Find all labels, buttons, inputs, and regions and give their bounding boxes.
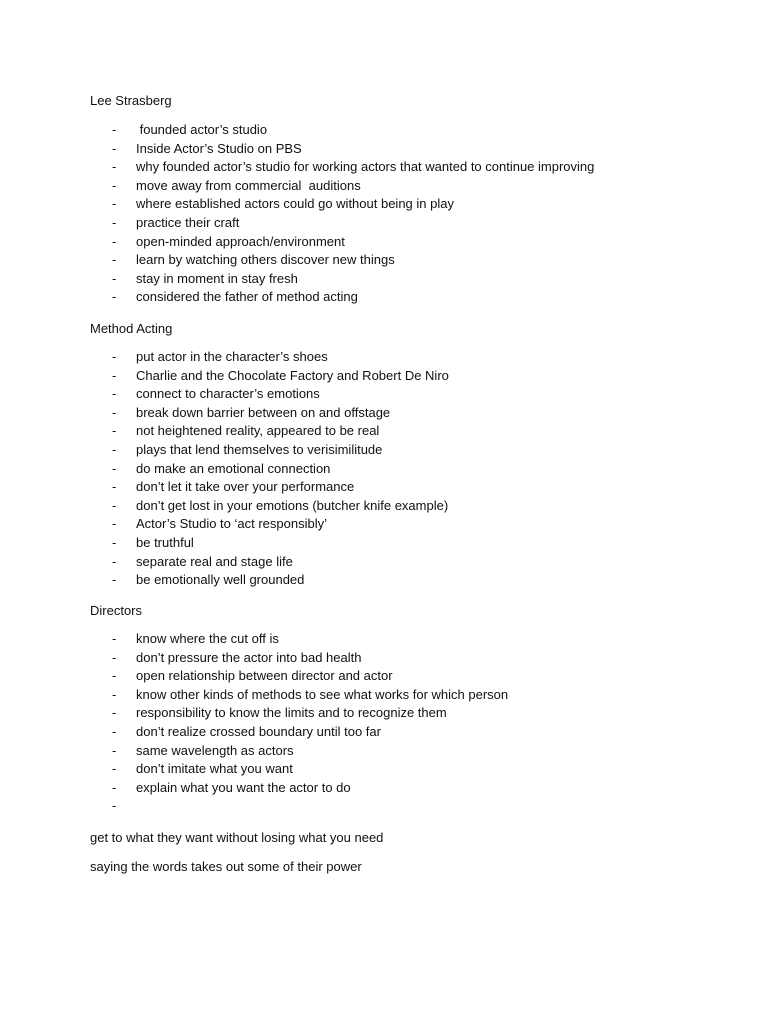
bullet-dash: - [112,441,117,457]
list-item-text: break down barrier between on and offstage [136,404,391,420]
list-item-text: Actor’s Studio to ‘act responsibly’ [136,516,328,532]
bullet-dash: - [112,252,117,268]
bullet-dash: - [112,798,117,814]
closing-paragraph: saying the words takes out some of their power [90,859,362,874]
list-item-text: connect to character’s emotions [136,386,320,402]
section-heading-method-acting: Method Acting [90,321,173,336]
closing-paragraph: get to what they want without losing what you need [90,830,384,845]
list-item-text: don’t realize crossed boundary until too far [136,723,381,739]
list-item-text: why founded actor’s studio for working actors that wanted to continue improving [136,159,595,175]
list-item-text: do make an emotional connection [136,460,331,476]
list-item-text: be emotionally well grounded [136,572,305,588]
list-item-text: practice their craft [136,214,240,230]
list-item-text: founded actor’s studio [136,122,268,137]
bullet-dash: - [112,553,117,569]
bullet-dash: - [112,177,117,193]
bullet-dash: - [112,404,117,420]
bullet-dash: - [112,460,117,476]
list-item-text: responsibility to know the limits and to recognize them [136,705,447,721]
bullet-dash: - [112,723,117,739]
list-item-text: don’t let it take over your performance [136,479,355,495]
bullet-dash: - [112,196,117,212]
bullet-dash: - [112,705,117,721]
list-item-text: be truthful [136,534,194,550]
bullet-dash: - [112,516,117,532]
list-item-text: Charlie and the Chocolate Factory and Robert De Niro [136,367,449,383]
bullet-dash: - [112,386,117,402]
list-item-text: where established actors could go without being in play [136,196,454,212]
bullet-dash: - [112,779,117,795]
bullet-dash: - [112,534,117,550]
bullet-dash: - [112,214,117,230]
bullet-dash: - [112,497,117,513]
list-item-text: separate real and stage life [136,553,293,569]
bullet-dash: - [112,479,117,495]
list-item-text: plays that lend themselves to verisimilitude [136,441,383,457]
list-item-text: not heightened reality, appeared to be real [136,423,380,439]
bullet-dash: - [112,159,117,175]
bullet-dash: - [112,140,117,156]
bullet-dash: - [112,122,117,137]
section-heading-lee-strasberg: Lee Strasberg [90,93,172,108]
list-item-text: learn by watching others discover new things [136,252,395,268]
bullet-dash: - [112,668,117,684]
bullet-dash: - [112,742,117,758]
bullet-dash: - [112,631,117,646]
list-item-text: put actor in the character’s shoes [136,349,328,364]
list-item-text: open-minded approach/environment [136,233,345,249]
list-item-text: don’t imitate what you want [136,761,293,777]
bullet-dash: - [112,367,117,383]
bullet-dash: - [112,423,117,439]
bullet-dash: - [112,761,117,777]
bullet-dash: - [112,270,117,286]
list-item-text: know where the cut off is [136,631,279,646]
list-item-text: don’t pressure the actor into bad health [136,649,362,665]
list-item-text: explain what you want the actor to do [136,779,351,795]
list-item-text: Inside Actor’s Studio on PBS [136,140,302,156]
list-item-text: don’t get lost in your emotions (butcher knife example) [136,497,449,513]
list-item-text: move away from commercial auditions [136,177,361,193]
bullet-dash: - [112,349,117,364]
list-item-text: open relationship between director and actor [136,668,393,684]
list-item-text: considered the father of method acting [136,289,358,305]
list-item-text: stay in moment in stay fresh [136,270,298,286]
list-item-text: know other kinds of methods to see what works for which person [136,686,509,702]
bullet-dash: - [112,289,117,305]
bullet-dash: - [112,572,117,588]
bullet-dash: - [112,649,117,665]
section-heading-directors: Directors [90,603,143,618]
bullet-dash: - [112,233,117,249]
list-item-text: same wavelength as actors [136,742,294,758]
bullet-dash: - [112,686,117,702]
